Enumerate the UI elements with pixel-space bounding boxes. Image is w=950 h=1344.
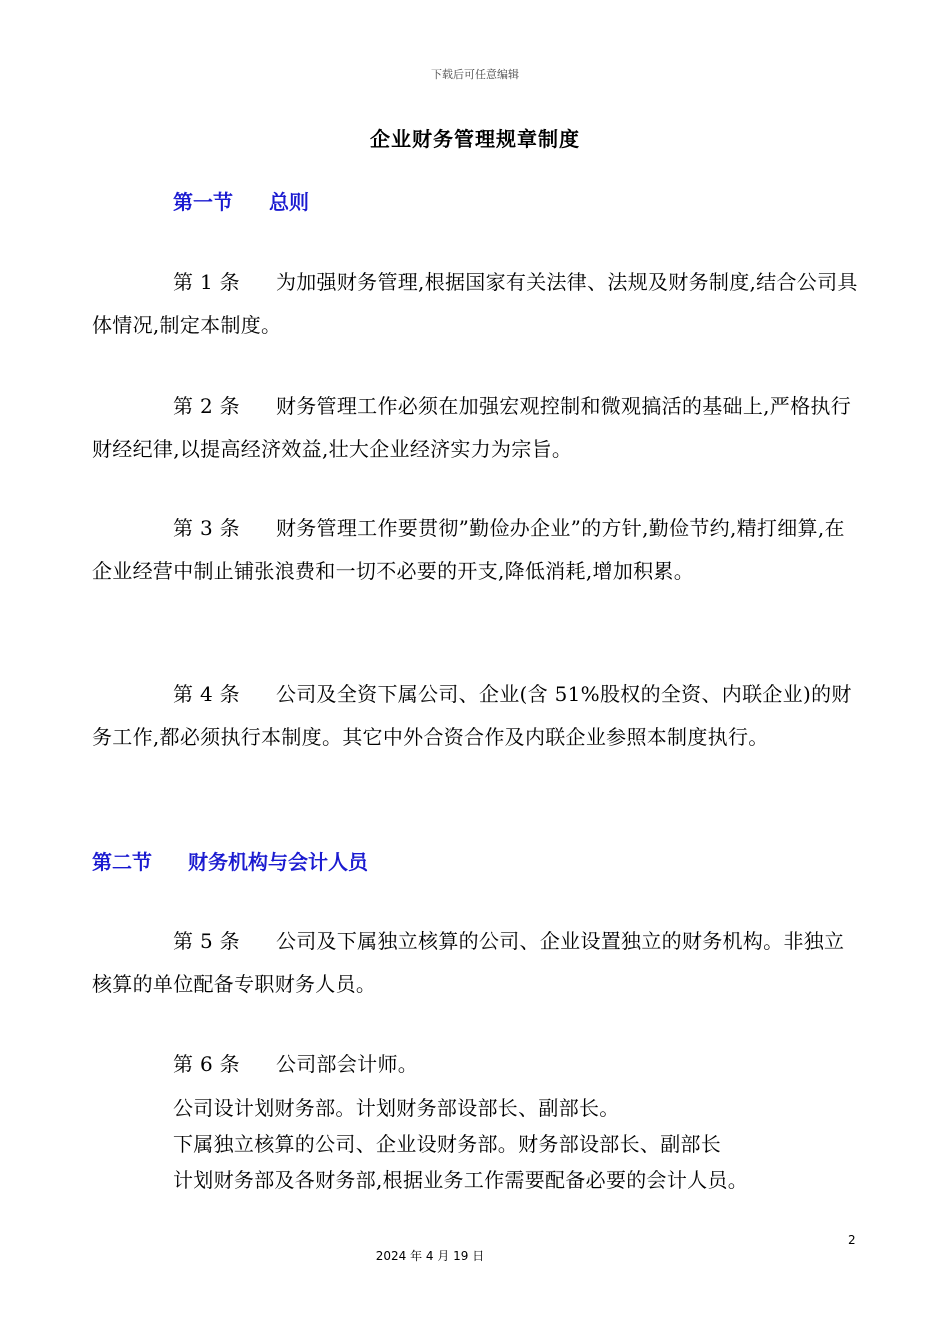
section-name: 财务机构与会计人员 — [188, 850, 368, 874]
article-1 — [92, 261, 862, 347]
article-text: 为加强财务管理,根据国家有关法律、法规及财务制度,结合公司具体情况,制定本制度。 — [92, 270, 858, 337]
section-number: 第一节 — [173, 190, 233, 214]
page-number: 2 — [848, 1233, 856, 1247]
document-title: 企业财务管理规章制度 — [370, 127, 580, 151]
article-6-line-2: 下属独立核算的公司、企业设财务部。财务部设部长、副部长 — [173, 1132, 722, 1156]
article-number: 第 4 条 — [173, 682, 240, 706]
article-6-line-1: 公司设计划财务部。计划财务部设部长、副部长。 — [173, 1096, 620, 1120]
article-2 — [92, 385, 862, 471]
article-number: 第 3 条 — [173, 516, 240, 540]
article-5 — [92, 920, 862, 1006]
article-text: 财务管理工作要贯彻”勤俭办企业”的方针,勤俭节约,精打细算,在企业经营中制止铺张浪费和一切不必要的开支,降低消耗,增加积累。 — [92, 516, 845, 583]
section-heading-1 — [173, 186, 309, 215]
article-text: 财务管理工作必须在加强宏观控制和微观搞活的基础上,严格执行财经纪律,以提高经济效益,壮大企业经济实力为宗旨。 — [92, 394, 852, 461]
article-6-line-3: 计划财务部及各财务部,根据业务工作需要配备必要的会计人员。 — [173, 1168, 749, 1192]
article-3 — [92, 507, 862, 593]
article-number: 第 5 条 — [173, 929, 240, 953]
article-text: 公司及全资下属公司、企业(含 51%股权的全资、内联企业)的财务工作,都必须执行本制度。其它中外合资合作及内联企业参照本制度执行。 — [92, 682, 852, 749]
header-note: 下载后可任意编辑 — [431, 68, 519, 81]
article-4 — [92, 673, 862, 759]
section-number: 第二节 — [92, 850, 152, 874]
section-name: 总则 — [269, 190, 309, 214]
article-6 — [92, 1043, 862, 1086]
article-text: 公司及下属独立核算的公司、企业设置独立的财务机构。非独立核算的单位配备专职财务人员。 — [92, 929, 845, 996]
article-text: 公司部会计师。 — [275, 1052, 419, 1076]
article-number: 第 1 条 — [173, 270, 240, 294]
article-number: 第 2 条 — [173, 394, 240, 418]
section-heading-2 — [92, 846, 368, 875]
article-number: 第 6 条 — [173, 1052, 240, 1076]
footer-date: 2024 年 4 月 19 日 — [375, 1249, 485, 1263]
